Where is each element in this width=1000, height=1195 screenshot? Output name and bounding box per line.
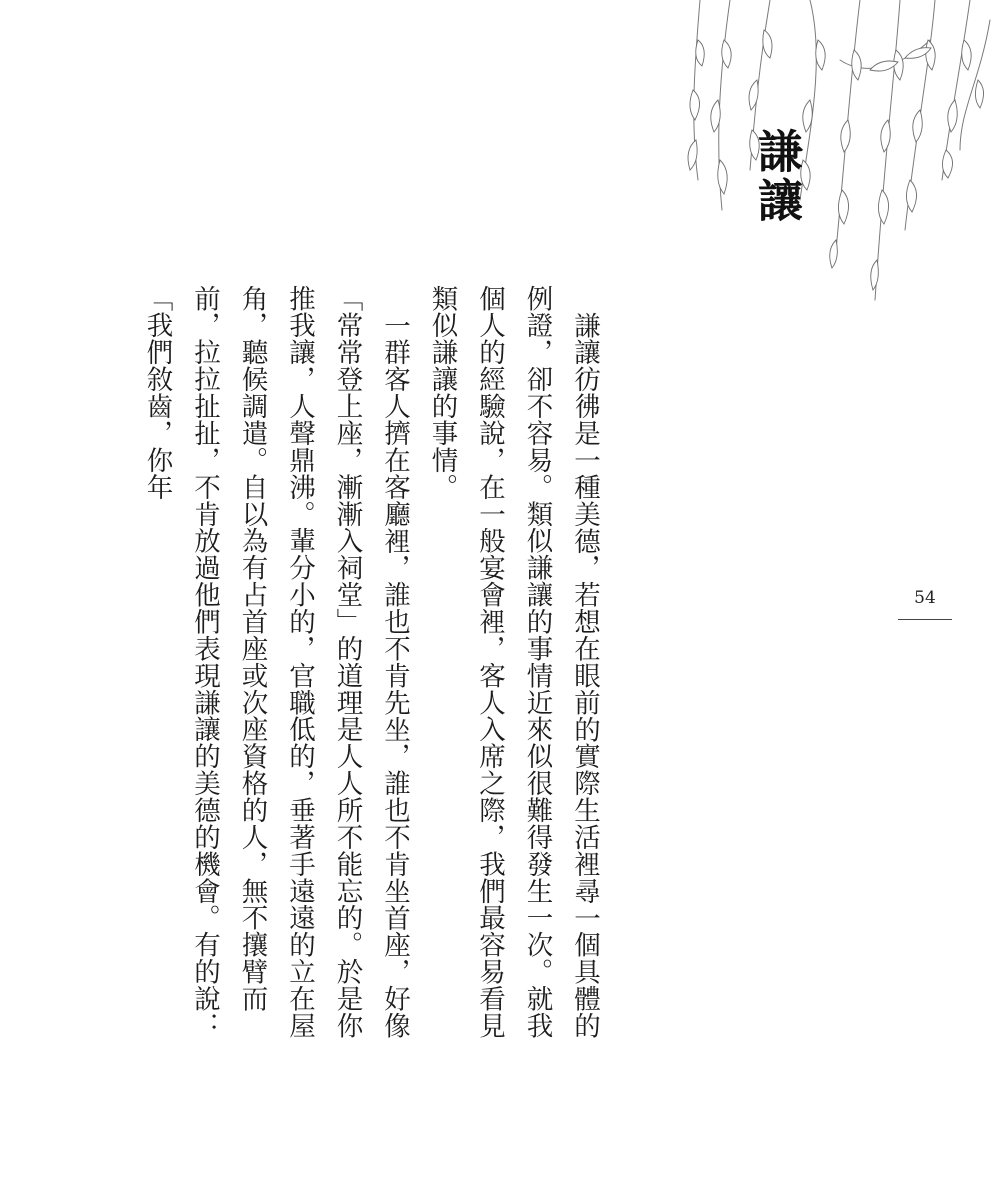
page-number: 54: [914, 588, 936, 608]
body-text: [141, 285, 608, 1065]
page-number-rule: [898, 619, 952, 620]
chapter-title: 謙讓: [750, 128, 803, 226]
paragraph-1: 謙讓彷彿是一種美德，若想在眼前的實際生活裡尋一個具體的例證，卻不容易。類似謙讓的事情近來似很難得發生一次。就我個人的經驗說，在一般宴會裡，客人入席之際，我們最容易看見類似謙讓的事情。: [426, 285, 600, 1040]
paragraph-2: 一群客人擠在客廳裡，誰也不肯先坐，誰也不肯坐首座，好像「常常登上座，漸漸入祠堂」的道理是人人所不能忘的。於是你推我讓，人聲鼎沸。輩分小的，官職低的，垂著手遠遠的立在屋角，聽候調遣。自以為有占首座或次座資格的人，無不攘臂而前，拉拉扯扯，不肯放過他們表現謙讓的美德的機會。有的說：「我們敘齒，你年: [141, 285, 410, 1040]
willow-branches-icon: [660, 0, 1000, 320]
